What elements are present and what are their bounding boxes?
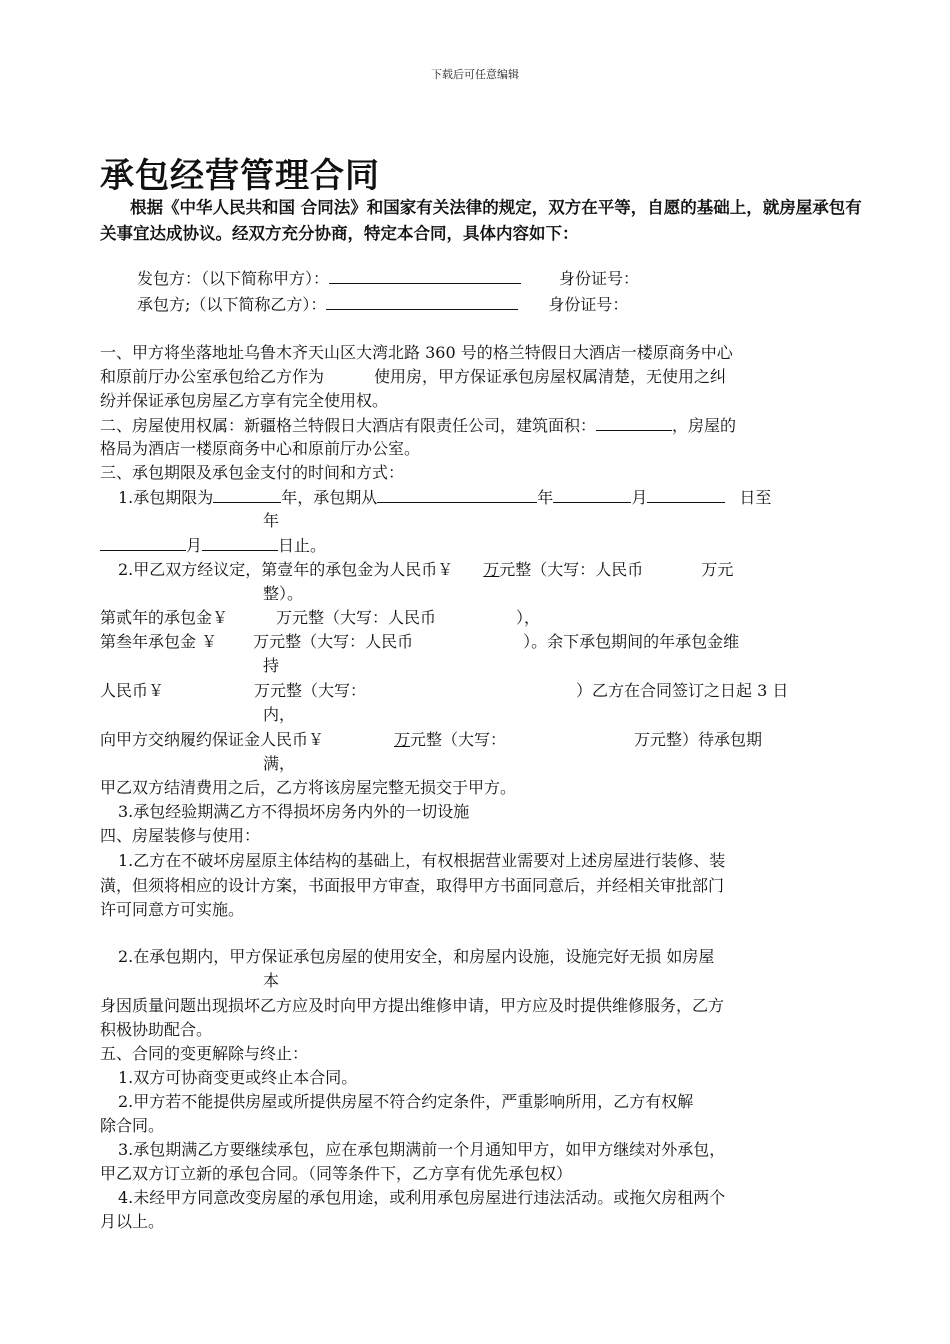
contract-title: 承包经营管理合同 xyxy=(100,156,380,196)
s4-item2-line3: 积极协助配合。 xyxy=(100,1020,213,1039)
s3-item3: 3.承包经验期满乙方不得损坏房务内外的一切设施 xyxy=(118,802,470,821)
s4-item2-line2: 身因质量问题出现损坏乙方应及时向甲方提出维修申请，甲方应及时提供维修服务，乙方 xyxy=(100,996,725,1015)
s3-item1: 1.承包期限为 年，承包期从 年 月 日至 xyxy=(118,488,772,507)
s4-item2-wrap: 本 xyxy=(263,971,280,990)
area-blank[interactable] xyxy=(596,414,672,431)
s2-line2: 格局为酒店一楼原商务中心和原前厅办公室。 xyxy=(100,439,421,458)
s3-item2-deposit: 向甲方交纳履约保证金人民币￥ 万元整（大写： 万元整）待承包期 xyxy=(100,730,763,749)
party-a-name-blank[interactable] xyxy=(329,267,521,284)
s4-item1-line1: 1.乙方在不破坏房屋原主体结构的基础上，有权根据营业需要对上述房屋进行装修、装 xyxy=(118,851,726,870)
start-year-blank[interactable] xyxy=(377,486,537,503)
s3-item2-settle: 甲乙双方结清费用之后，乙方将该房屋完整无损交于甲方。 xyxy=(100,778,517,797)
s2-line1: 二、房屋使用权属：新疆格兰特假日大酒店有限责任公司，建筑面积： ，房屋的 xyxy=(100,416,737,435)
s3-heading: 三、承包期限及承包金支付的时间和方式： xyxy=(100,463,405,482)
s1-line3: 纷并保证承包房屋乙方享有完全使用权。 xyxy=(100,391,389,410)
s5-item3-line1: 3.承包期满乙方要继续承包，应在承包期满前一个月通知甲方，如甲方继续对外承包， xyxy=(118,1140,726,1159)
s3-item2-year3: 第叁年承包金 ￥ 万元整（大写：人民币 ）。余下承包期间的年承包金维 xyxy=(100,632,740,651)
s5-item2-line2: 除合同。 xyxy=(100,1116,165,1135)
s3-item2-line1: 2.甲乙双方经议定，第壹年的承包金为人民币￥ 万元整（大写：人民币 万元 xyxy=(118,560,734,579)
page-header-note: 下载后可任意编辑 xyxy=(431,68,519,81)
start-day-blank[interactable] xyxy=(647,486,725,503)
party-b-line: 承包方;（以下简称乙方）： 身份证号： xyxy=(137,295,629,314)
s3-item2-remaining: 人民币￥ 万元整（大写： ）乙方在合同签订之日起 3 日 xyxy=(100,681,789,700)
party-b-name-blank[interactable] xyxy=(326,293,518,310)
intro-paragraph: 根据《中华人民共和国 合同法》和国家有关法律的规定，双方在平等，自愿的基础上，就房屋承包有关事宜达成协议。经双方充分协商，特定本合同，具体内容如下： xyxy=(100,198,862,243)
term-years-blank[interactable] xyxy=(213,486,281,503)
s3-item1-end: 月 日止。 xyxy=(100,534,326,557)
s4-item1-line2: 潢，但须将相应的设计方案，书面报甲方审查，取得甲方书面同意后，并经相关审批部门 xyxy=(100,876,725,895)
s5-heading: 五、合同的变更解除与终止： xyxy=(100,1044,309,1063)
s3-item2-wrap3: 内， xyxy=(263,705,296,724)
s3-item2-wrap: 整）。 xyxy=(263,584,304,603)
s5-item4-line2: 月以上。 xyxy=(100,1212,165,1231)
s3-item2-wrap4: 满， xyxy=(263,754,296,773)
party-a-line: 发包方：（以下简称甲方）： 身份证号： xyxy=(137,269,640,288)
s3-item1-wrap: 年 xyxy=(263,511,280,530)
start-month-blank[interactable] xyxy=(553,486,631,503)
s5-item2-line1: 2.甲方若不能提供房屋或所提供房屋不符合约定条件，严重影响所用，乙方有权解 xyxy=(118,1092,694,1111)
s4-item1-line3: 许可同意方可实施。 xyxy=(100,900,245,919)
s1-line2: 和原前厅办公室承包给乙方作为 使用房，甲方保证承包房屋权属清楚，无使用之纠 xyxy=(100,367,727,386)
s3-item2-year2: 第贰年的承包金￥ 万元整（大写：人民币 ）， xyxy=(100,608,541,627)
end-month-blank[interactable] xyxy=(202,534,278,551)
s3-item2-wrap2: 持 xyxy=(263,656,280,675)
s5-item3-line2: 甲乙双方订立新的承包合同。（同等条件下，乙方享有优先承包权） xyxy=(100,1164,573,1183)
end-year-blank[interactable] xyxy=(100,534,186,551)
s4-heading: 四、房屋装修与使用： xyxy=(100,826,261,845)
s1-line1: 一、甲方将坐落地址乌鲁木齐天山区大湾北路 360 号的格兰特假日大酒店一楼原商务中心 xyxy=(100,343,733,362)
s5-item4-line1: 4.未经甲方同意改变房屋的承包用途，或利用承包房屋进行违法活动。或拖欠房租两个 xyxy=(118,1188,726,1207)
s5-item1: 1.双方可协商变更或终止本合同。 xyxy=(118,1068,358,1087)
s4-item2-line1: 2.在承包期内，甲方保证承包房屋的使用安全，和房屋内设施，设施完好无损 如房屋 xyxy=(118,947,715,966)
